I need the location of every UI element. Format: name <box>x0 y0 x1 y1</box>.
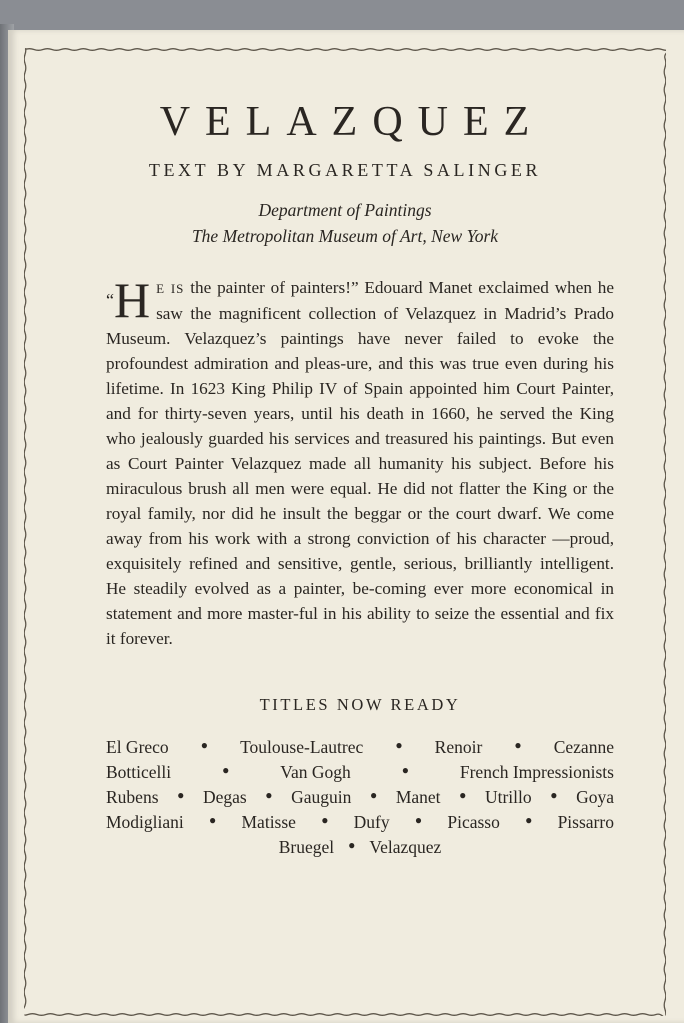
title-item: Velazquez <box>369 837 442 857</box>
affiliation-museum: The Metropolitan Museum of Art, New York <box>191 226 499 246</box>
title-item: Goya <box>576 787 614 807</box>
affiliation-department: Department of Paintings <box>258 200 432 220</box>
title-item: Dufy <box>353 812 390 832</box>
bullet-separator: ● <box>348 838 356 852</box>
title-item: Rubens <box>106 787 159 807</box>
bullet-separator: ● <box>525 813 533 827</box>
title-item: Gauguin <box>291 787 352 807</box>
title-item: French Impressionists <box>459 762 614 782</box>
bullet-separator: ● <box>401 763 409 777</box>
bullet-separator: ● <box>200 738 209 752</box>
title-item: Pissarro <box>557 812 614 832</box>
titles-row <box>106 785 614 810</box>
titles-row <box>106 810 614 835</box>
bullet-separator: ● <box>209 813 217 827</box>
open-quote: “ <box>106 290 114 310</box>
title-item: Utrillo <box>484 787 532 807</box>
book-back-cover <box>8 30 684 1023</box>
title-item: El Greco <box>106 737 169 757</box>
titles-row <box>106 835 614 860</box>
author-line: TEXT BY MARGARETTA SALINGER <box>148 160 542 180</box>
bullet-separator: ● <box>222 763 230 777</box>
titles-heading: TITLES NOW READY <box>259 695 461 714</box>
bullet-separator: ● <box>414 813 423 827</box>
bullet-separator: ● <box>514 738 522 752</box>
drop-cap-letter: H <box>114 272 151 328</box>
bullet-separator: ● <box>550 788 558 802</box>
bullet-separator: ● <box>321 813 329 827</box>
title-item: Bruegel <box>278 837 335 857</box>
title-item: Manet <box>395 787 441 807</box>
description-paragraph <box>106 272 614 651</box>
bullet-separator: ● <box>265 788 273 802</box>
drop-cap <box>106 272 151 328</box>
title-item: Picasso <box>447 812 500 832</box>
title-item: Botticelli <box>106 762 172 782</box>
bullet-separator: ● <box>459 788 467 802</box>
title-item: Cezanne <box>553 737 614 757</box>
titles-row <box>106 760 614 785</box>
title-item: Matisse <box>241 812 296 832</box>
title-item: Modigliani <box>106 812 184 832</box>
title-item: Van Gogh <box>280 762 351 782</box>
title-item: Renoir <box>434 737 483 757</box>
title-item: Toulouse-Lautrec <box>240 737 364 757</box>
bullet-separator: ● <box>369 788 378 802</box>
affiliation <box>46 197 644 249</box>
titles-row <box>106 735 614 760</box>
book-title: VELAZQUEZ <box>159 99 545 145</box>
smallcaps-opening: E IS <box>156 281 185 296</box>
bullet-separator: ● <box>395 738 403 752</box>
title-item: Degas <box>202 787 247 807</box>
titles-list <box>106 735 614 860</box>
cover-content <box>46 70 644 1000</box>
bullet-separator: ● <box>177 788 185 802</box>
paragraph-text: the painter of painters!” Edouard Manet exclaimed when he saw the magnificent collection of Velazquez in Madrid’s Prado Museum. Velazquez’s paintings have never failed to evoke the profoundest admiration and pleas-ure, and this was true even during his lifetime. In 1623 King Philip IV of Spain appointed him Court Painter, and for thirty-seven years, until his death in 1660, he served the King who jealously guarded his services and treasured his paintings. But even as Court Painter Velazquez made all humanity his subject. Before his miraculous brush all men were equal. He did not flatter the King or the royal family, nor did he insult the beggar or the court dwarf. We come away from his work with a strong conviction of his character —proud, exquisitely refined and sensitive, gentle, serious, brilliantly intelligent. He steadily evolved as a painter, be-coming ever more economical in statement and more master-ful in his ability to seize the essential and fix it forever. <box>106 278 614 648</box>
